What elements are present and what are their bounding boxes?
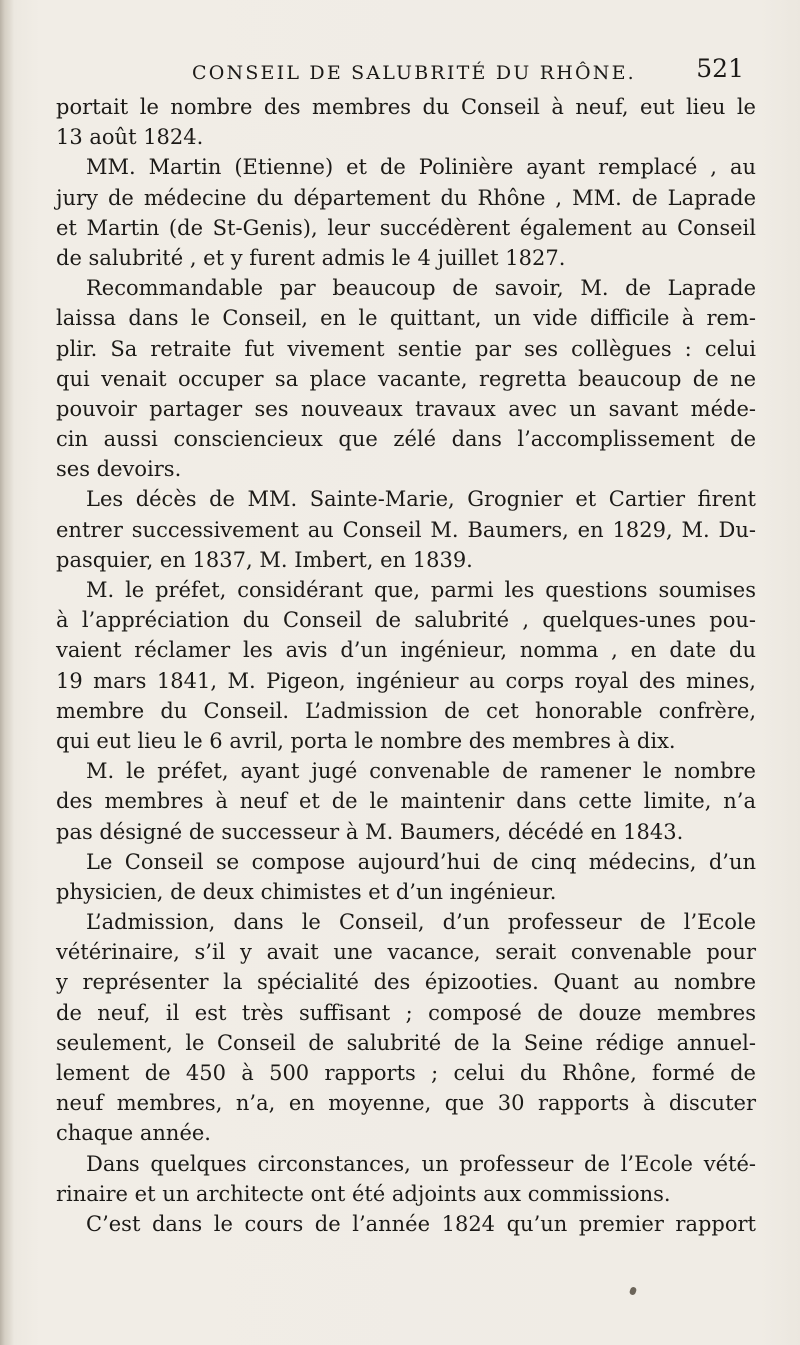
text-line: Le Conseil se compose aujourd’hui de cinq médecins, d’un <box>86 849 756 874</box>
text-line: et Martin (de St-Genis), leur succédèrent également au Conseil <box>56 215 756 240</box>
text-line: cin aussi consciencieux que zélé dans l’accomplissement de <box>56 427 756 452</box>
text-line: pouvoir partager ses nouveaux travaux avec un savant méde- <box>56 396 756 421</box>
text-line: lement de 450 à 500 rapports ; celui du Rhône, formé de <box>56 1061 756 1085</box>
text-line: chaque année. <box>56 1121 211 1146</box>
text-line: C’est dans le cours de l’année 1824 qu’un premier rapport <box>86 1211 756 1236</box>
text-line: M. le préfet, ayant jugé convenable de ramener le nombre <box>86 759 756 784</box>
text-line: 13 août 1824. <box>56 125 204 150</box>
text-line: de salubrité , et y furent admis le 4 juillet 1827. <box>56 245 566 270</box>
text-line: laissa dans le Conseil, en le quittant, un vide difficile à rem- <box>56 306 756 331</box>
text-line: MM. Martin (Etienne) et de Polinière ayant remplacé , au <box>86 155 756 180</box>
text-line: vaient réclamer les avis d’un ingénieur, nomma , en date du <box>56 638 756 663</box>
text-line: entrer successivement au Conseil M. Baumers, en 1829, M. Du- <box>56 517 756 542</box>
text-line: physicien, de deux chimistes et d’un ingénieur. <box>56 879 557 904</box>
text-line: à l’appréciation du Conseil de salubrité , quelques-unes pou- <box>56 608 756 633</box>
text-line: vétérinaire, s’il y avait une vacance, serait convenable pour <box>56 940 756 965</box>
text-line: membre du Conseil. L’admission de cet honorable confrère, <box>56 698 756 723</box>
text-line: neuf membres, n’a, en moyenne, que 30 rapports à discuter <box>56 1091 756 1116</box>
text-line: M. le préfet, considérant que, parmi les questions soumises <box>86 578 756 602</box>
text-line: L’admission, dans le Conseil, d’un professeur de l’Ecole <box>86 910 756 935</box>
text-line: pas désigné de successeur à M. Baumers, décédé en 1843. <box>56 819 684 844</box>
text-line: plir. Sa retraite fut vivement sentie par ses collègues : celui <box>56 336 756 361</box>
page-number: 521 <box>696 54 744 83</box>
text-line: ses devoirs. <box>56 457 182 482</box>
text-line: des membres à neuf et de le maintenir dans cette limite, n’a <box>56 789 756 814</box>
text-line: jury de médecine du département du Rhône , MM. de Laprade <box>56 185 756 210</box>
text-line: de neuf, il est très suffisant ; composé de douze membres <box>56 1000 756 1025</box>
running-head <box>56 54 756 96</box>
text-line: Recommandable par beaucoup de savoir, M. de Laprade <box>86 276 756 301</box>
text-line: portait le nombre des membres du Conseil à neuf, eut lieu le <box>56 95 756 119</box>
text-line: rinaire et un architecte ont été adjoints aux commissions. <box>56 1181 671 1206</box>
text-line: 19 mars 1841, M. Pigeon, ingénieur au corps royal des mines, <box>56 668 756 693</box>
text-line: qui eut lieu le 6 avril, porta le nombre des membres à dix. <box>56 728 676 753</box>
body-text <box>56 92 756 1239</box>
text-line: Les décès de MM. Sainte-Marie, Grognier et Cartier firent <box>86 487 756 512</box>
running-title: CONSEIL DE SALUBRITÉ DU RHÔNE. <box>192 62 636 84</box>
text-line: pasquier, en 1837, M. Imbert, en 1839. <box>56 547 473 572</box>
spine-shadow <box>0 0 14 1345</box>
text-line: qui venait occuper sa place vacante, regretta beaucoup de ne <box>56 366 756 391</box>
text-line: seulement, le Conseil de salubrité de la Seine rédige annuel- <box>56 1030 756 1055</box>
ink-speck <box>629 1286 637 1296</box>
text-line: y représenter la spécialité des épizooties. Quant au nombre <box>56 970 756 995</box>
text-line: Dans quelques circonstances, un professeur de l’Ecole vété- <box>86 1151 756 1176</box>
